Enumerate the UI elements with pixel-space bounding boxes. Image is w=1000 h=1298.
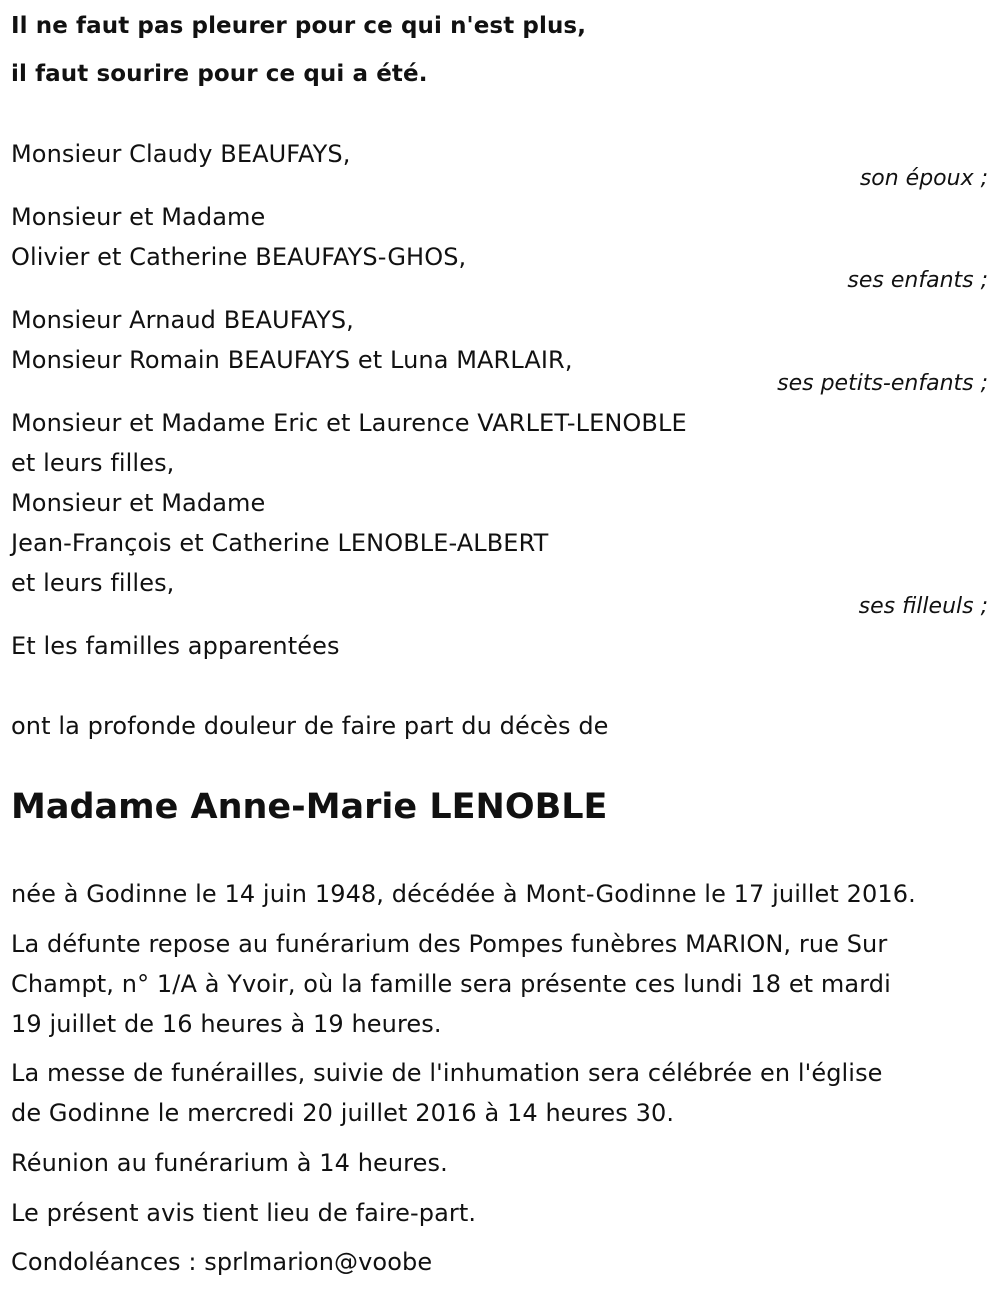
deceased-name: Madame Anne-Marie LENOBLE <box>11 787 608 827</box>
children-line-1: Monsieur et Madame <box>11 203 266 231</box>
godchildren-line-2: et leurs filles, <box>11 449 175 477</box>
epigraph-line-1: Il ne faut pas pleurer pour ce qui n'est plus, <box>11 13 587 39</box>
godchildren-line-5: et leurs filles, <box>11 569 175 597</box>
related-families: Et les familles apparentées <box>11 632 340 660</box>
announcement: ont la profonde douleur de faire part du décès de <box>11 712 609 740</box>
grandchildren-line-2: Monsieur Romain BEAUFAYS et Luna MARLAIR, <box>11 346 573 374</box>
epigraph-line-2: il faut sourire pour ce qui a été. <box>11 61 428 87</box>
repose-line-2: Champt, n° 1/A à Yvoir, où la famille sera présente ces lundi 18 et mardi <box>11 970 891 998</box>
meeting-info: Réunion au funérarium à 14 heures. <box>11 1149 448 1177</box>
children-line-2: Olivier et Catherine BEAUFAYS-GHOS, <box>11 243 467 271</box>
grandchildren-line-1: Monsieur Arnaud BEAUFAYS, <box>11 306 354 334</box>
grandchildren-relation: ses petits-enfants ; <box>777 371 988 396</box>
godchildren-line-4: Jean-François et Catherine LENOBLE-ALBERT <box>11 529 549 557</box>
children-relation: ses enfants ; <box>847 268 988 293</box>
mass-line-1: La messe de funérailles, suivie de l'inhumation sera célébrée en l'église <box>11 1059 883 1087</box>
spouse-relation: son époux ; <box>859 166 988 191</box>
condolences-info: Condoléances : sprlmarion@voobe <box>11 1248 433 1276</box>
repose-line-1: La défunte repose au funérarium des Pompes funèbres MARION, rue Sur <box>11 930 888 958</box>
godchildren-line-1: Monsieur et Madame Eric et Laurence VARLET-LENOBLE <box>11 409 687 437</box>
godchildren-relation: ses filleuls ; <box>858 594 988 619</box>
notice-info: Le présent avis tient lieu de faire-part. <box>11 1199 477 1227</box>
mass-line-2: de Godinne le mercredi 20 juillet 2016 à 14 heures 30. <box>11 1099 675 1127</box>
godchildren-line-3: Monsieur et Madame <box>11 489 266 517</box>
repose-line-3: 19 juillet de 16 heures à 19 heures. <box>11 1010 442 1038</box>
spouse-name: Monsieur Claudy BEAUFAYS, <box>11 140 351 168</box>
birth-death-dates: née à Godinne le 14 juin 1948, décédée à Mont-Godinne le 17 juillet 2016. <box>11 880 916 908</box>
